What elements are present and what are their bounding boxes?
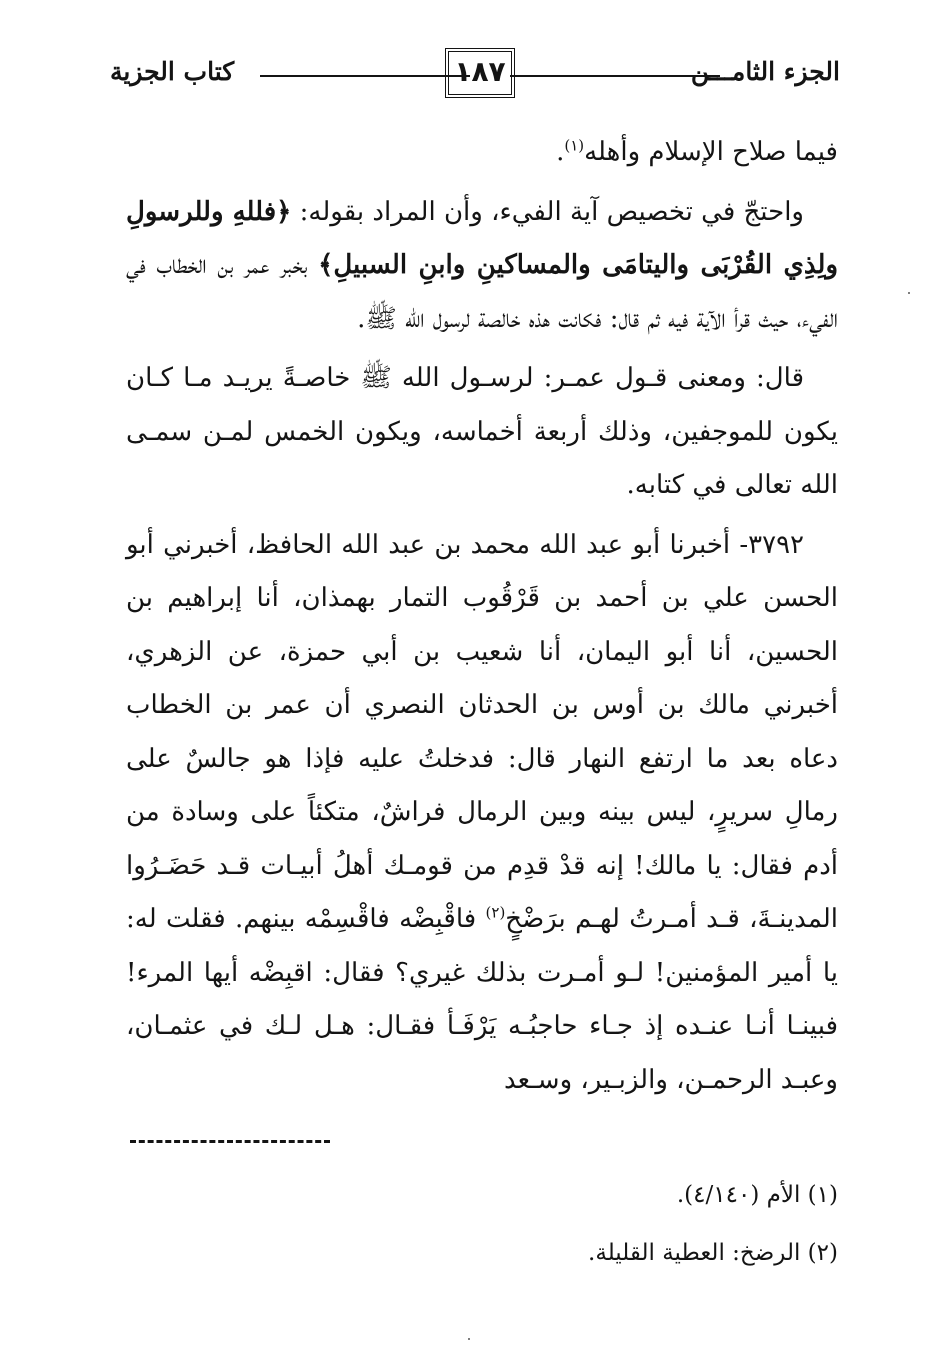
header-rule-left	[260, 75, 470, 77]
hadith-text-b: فاقْبِضْه فاقْسِمْه بينهم. فقلت له: يا أمير المؤمنين! لـو أمـرت بذلك غيري؟ فقال: اقبِضْه أيها المرء! فبينـا أنـا عنـده إذ جـاء حاجبُـه يَرْفَـأ فقـال: هـل لـك في عثمـان، وعبـد الرحمـن، والزبـير، وسـعد	[126, 904, 838, 1095]
scan-speck	[908, 292, 910, 294]
footnote-2: (٢) الرضخ: العطية القليلة.	[588, 1240, 838, 1266]
part-title: الجزء الثامـــن	[690, 57, 840, 86]
footnote-ref-2: (٢)	[485, 903, 506, 922]
paragraph-1-text: فيما صلاح الإسلام وأهله	[584, 137, 838, 167]
main-text	[126, 126, 838, 1107]
paragraph-1-end: .	[556, 137, 565, 167]
paragraph-2-text-b: بخبر عمر بن الخطاب في الفيء، حيث قرأ الآية فيه ثم قال: فكانت هذه خالصة لرسول الله ﷺ.	[126, 250, 838, 334]
hadith-3792	[126, 519, 838, 1108]
footnote-1: (١) الأم (٤/١٤٠).	[676, 1182, 838, 1208]
scan-speck	[468, 1338, 470, 1340]
footnote-separator	[130, 1140, 330, 1143]
paragraph-2-text-a: واحتجّ في تخصيص آية الفيء، وأن المراد بقوله:	[291, 196, 804, 227]
page-header	[110, 42, 840, 106]
paragraph-3-text: قال: ومعنى قـول عمـر: لرسـول الله ﷺ خاصـةً يريـد مـا كـان يكون للموجفين، وذلك أربعة أخماسه، ويكون الخمس لمـن سمـى الله تعالى في كتابه.	[126, 363, 838, 500]
footnote-ref-1: (١)	[564, 136, 585, 155]
paragraph-2	[126, 186, 838, 347]
paragraph-3	[126, 352, 838, 513]
paragraph-1	[126, 126, 838, 180]
page-number: ١٨٧	[445, 48, 515, 98]
header-rule-right	[510, 75, 720, 77]
footnotes	[126, 1166, 838, 1282]
hadith-text-a: ٣٧٩٢- أخبرنا أبو عبد الله محمد بن عبد الله الحافظ، أخبرني أبو الحسن علي بن أحمد بن قَرْقُوب التمار بهمذان، أنا إبراهيم بن الحسين، أنا أبو اليمان، أنا شعيب بن أبي حمزة، عن الزهري، أخبرني مالك بن أوس بن الحدثان النصري أن عمر بن الخطاب دعاه بعد ما ارتفع النهار قال: فدخلتُ عليه فإذا هو جالسٌ على رمالِ سريرٍ، ليس بينه وبين الرمال فراشٌ، متكئاً على وسادة من أدم فقال: يا مالك! إنه قدْ قدِم من قومـك أهلُ أبيـات قـد حَضَـرُوا المدينـةَ، قـد أمـرتُ لهـم برَضْخٍ	[126, 529, 839, 934]
book-title: كتاب الجزية	[110, 57, 235, 86]
quran-verse: ﴿فللهِ وللرسولِ ولِذِي القُرْبَى واليتامَى والمساكينِ وابنِ السبيلِ﴾	[125, 196, 839, 280]
